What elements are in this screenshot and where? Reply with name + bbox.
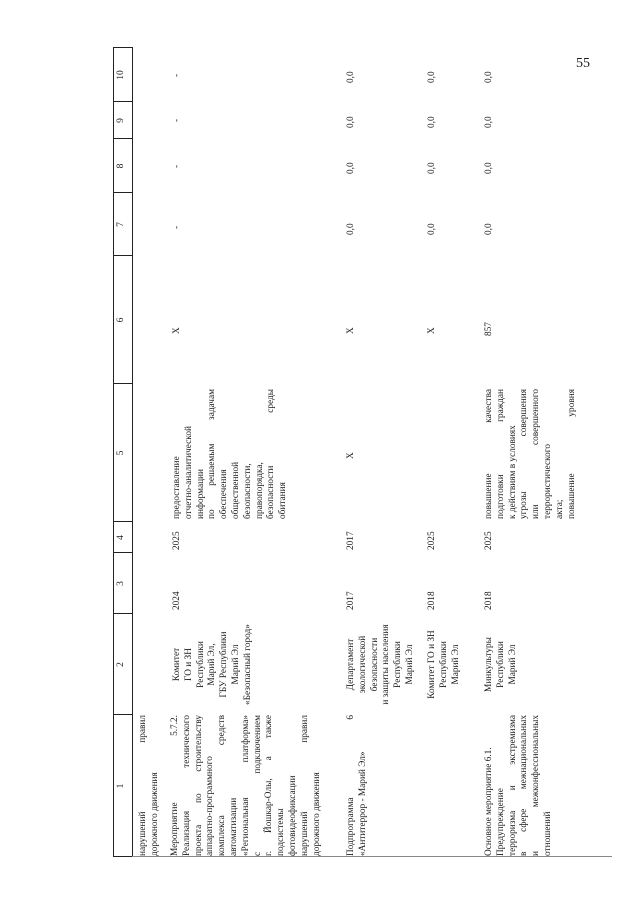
header-cell-4: 4 [116,535,126,540]
body-left-border [132,856,612,857]
row-1-col-1: Мероприятие 5.7.2. Реализация технического проекта по строительству аппаратно-программного комплекса средств автоматизации «Региональная платформа» с подключением г. Йошкар-Олы, а также подсистемы фотовидеофиксации нарушений правил дорожного движения [170,715,322,856]
row-0-col-1: нарушений правил дорожного движения [138,715,160,856]
row-4-col-3: 2018 [484,591,494,610]
row-3-col-4: 2025 [427,531,437,550]
row-1-col-4: 2025 [172,531,182,550]
row-1-col-5: предоставление отчетно-аналитической информации по решаемым задачам обеспечения общественной безопасности, правопорядка, безопасности среды обитания [172,389,289,519]
header-cell-3: 3 [116,581,126,586]
row-2-col-1: Подпрограмма 6 «Антитеррор - Марий Эл» [346,715,368,856]
row-2-col-3: 2017 [346,591,356,610]
page-number: 55 [576,56,590,71]
row-4-col-8: 0,0 [484,162,494,174]
header-cell-6: 6 [116,317,126,323]
row-4-col-5: повышение качества подготовки граждан к действиям в условиях угрозы совершения или совершенного террористического акта; повышение уровня [484,389,577,519]
header-bottom-border [132,47,133,857]
header-cell-5: 5 [116,450,126,456]
row-2-col-6: X [346,327,356,334]
row-3-col-6: X [427,327,437,334]
row-4-col-10: 0,0 [484,71,494,83]
row-4-col-1: Основное мероприятие 6.1. Предупреждение терроризма и экстремизма в сфере межнациональных и межконфессиональных отношений [484,715,553,856]
row-2-col-7: 0,0 [346,223,356,235]
row-2-col-10: 0,0 [346,71,356,83]
row-1-col-10: - [172,73,182,77]
row-2-col-4: 2017 [346,531,356,550]
header-cell-10: 10 [116,70,126,80]
row-3-col-3: 2018 [427,591,437,610]
row-1-col-7: - [172,225,182,229]
header-cell-2: 2 [116,662,126,667]
row-1-col-9: - [172,118,182,122]
header-cell-8: 8 [116,163,126,169]
row-2-col-9: 0,0 [346,116,356,128]
row-2-col-2: Департамент экологической безопасности и защиты населения Республики Марий Эл [346,624,415,705]
row-3-col-2: Комитет ГО и ЗН Республики Марий Эл [427,630,461,699]
row-4-col-6: 857 [484,322,494,336]
row-4-col-2: Минкультуры Республики Марий Эл [484,637,518,692]
header-cell-1: 1 [116,783,126,789]
row-4-col-7: 0,0 [484,223,494,235]
row-1-col-3: 2024 [172,591,182,610]
header-cell-7: 7 [116,222,126,227]
row-4-col-9: 0,0 [484,116,494,128]
row-2-col-8: 0,0 [346,162,356,174]
row-4-col-4: 2025 [484,531,494,550]
row-3-col-8: 0,0 [427,162,437,174]
row-1-col-2: Комитет ГО и ЗН Республики Марий Эл, ГБУ Республики Марий Эл «Безопасный город» [172,624,253,705]
row-1-col-8: - [172,164,182,168]
row-2-col-5: X [346,452,356,459]
table-top-border [113,47,114,857]
row-3-col-9: 0,0 [427,116,437,128]
row-3-col-10: 0,0 [427,71,437,83]
row-1-col-6: X [172,327,182,334]
header-cell-9: 9 [116,118,126,123]
row-3-col-7: 0,0 [427,223,437,235]
